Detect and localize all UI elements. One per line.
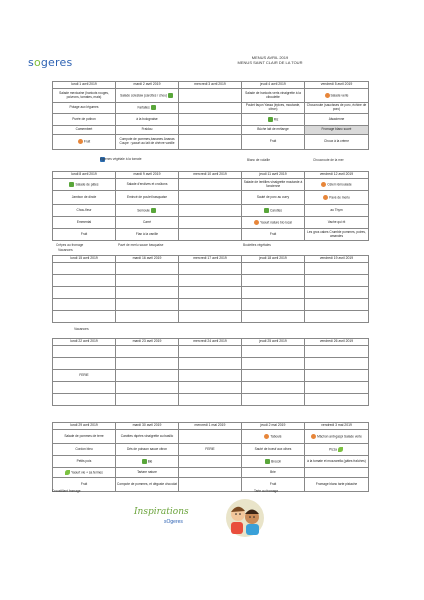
note-text: Choucroute de la mer [313,158,344,162]
menu-cell: Salade de lentilles vinaigrette moutarde à l'ancienne [242,179,305,191]
menu-cell [179,456,242,468]
menu-cell: Fromage blanc tarte pistache [305,478,369,492]
day-header: vendredi 19 avril 2019 [305,256,369,263]
menu-cell: Taboulé [242,430,305,444]
menu-cell [179,205,242,217]
menu-cell [179,468,242,478]
note-text: Blanc de volaille [247,158,271,162]
day-header: lundi 22 avril 2019 [53,339,116,346]
sogeres-logo: sogeres [28,56,73,69]
menu-cell: au Thym [305,205,369,217]
day-header: vendredi 12 avril 2019 [305,172,369,179]
leaf-icon [338,447,343,452]
menu-cell: Blé [116,456,179,468]
day-header: jeudi 4 avril 2019 [242,82,305,89]
menu-cell: Fromage blanc sucré [305,126,369,135]
fruit-icon [254,220,259,225]
menu-cell: Sauté de porc au curry [242,191,305,205]
menu-cell: Pavé de merlu [305,191,369,205]
label-icon [142,459,147,464]
menu-cell: Sauté de boeuf aux olives [242,444,305,456]
note-text: Tarte au fromage [254,489,279,493]
menu-cell: Carottes râpées vinaigrette au basilic [116,430,179,444]
menu-cell: Fruit [242,478,305,492]
day-header: jeudi 2 mai 2019 [242,423,305,430]
menu-cell: Chou-fleur [53,205,116,217]
day-header: mardi 23 avril 2019 [116,339,179,346]
day-header: mardi 30 avril 2019 [116,423,179,430]
menu-cell: Fruit [53,229,116,241]
label-icon [265,459,270,464]
menu-cell [179,103,242,114]
menu-cell: Brie [242,468,305,478]
menu-cell [179,217,242,229]
day-header: lundi 8 avril 2019 [53,172,116,179]
menu-cell [179,89,242,103]
fruit-icon [325,93,330,98]
menu-cell: Purée de potiron [53,114,116,126]
note-text: Egrenes végétale à la tomate [100,157,142,161]
menu-cell: Tartare nature [116,468,179,478]
menu-cell: Choux à la crème [305,135,369,150]
header-subtitle: MENUS SAINT CLAIR DE LA TOUR [237,60,303,65]
menu-cell: Fruit [53,135,116,150]
vacances-label: Vacances [58,248,73,252]
fruit-icon [78,139,83,144]
menu-cell: FERIE [179,444,242,456]
note-text: Croustillant fromage [52,489,81,493]
day-header: vendredi 3 mai 2019 [305,423,369,430]
menu-cell: Mâchon anti-gaspi Salade verte [305,430,369,444]
label-icon [264,208,269,213]
menu-cell: Farfalles [116,103,179,114]
menu-cell: Salade de pommes de terre [53,430,116,444]
label-icon [151,105,156,110]
week4-table [52,338,369,406]
menu-cell: Fruit [242,135,305,150]
week1-table [52,81,369,150]
menu-cell: Flan à la vanille [116,229,179,241]
inspirations-logo: Inspirations sOgeres [134,507,189,525]
menu-cell [179,126,242,135]
menu-cell: Riz [242,114,305,126]
menu-cell: Yaourt vie + sa fermes [53,468,116,478]
menu-cell: Salade de pâtes [53,179,116,191]
day-header: mardi 2 avril 2019 [116,82,179,89]
menu-cell: à la bolognaise [116,114,179,126]
menu-cell: Choucroute (saucisses de porc, échine de porc) [305,103,369,114]
menu-cell: Vache qui rit [305,217,369,229]
fruit-icon [321,182,326,187]
day-header: vendredi 26 avril 2019 [305,339,369,346]
menu-cell [179,229,242,241]
day-header: mardi 9 avril 2019 [116,172,179,179]
menu-cell: Brocoli [242,456,305,468]
menu-cell: Salade mexicaine (haricots rouges, poivrons, tomates, mais) [53,89,116,103]
menu-cell: Cordon bleu [53,444,116,456]
note-text: Pavé de merlu sauce basquaise [118,243,164,247]
menu-cell: à la tomate et mozzarella (pâtes fraîches) [305,456,369,468]
menu-cell: Poulet façon Yassa (épices, moutarde, citron) [242,103,305,114]
menu-cell: Emmental [53,217,116,229]
day-header: mercredi 1 mai 2019 [179,423,242,430]
header-title: MENUS AVRIL 2019 [251,55,289,60]
day-header: lundi 1 avril 2019 [53,82,116,89]
week5-table [52,422,369,492]
vacances-label: Vacances [74,327,89,331]
leaf-icon [65,470,70,475]
menu-cell: Fraidou [116,126,179,135]
menu-cell: Compote de pommes,bananes Ananas Coupe : yaourt au lait de chèvre vanille [116,135,179,150]
children-illustration [222,497,268,539]
menu-cell: Salade d'endives et croûtons [116,179,179,191]
menu-cell: Bûche lait de mélange [242,126,305,135]
menu-cell: Alsacienne [305,114,369,126]
menu-cell [179,430,242,444]
menu-cell: Compote de pommes, et déguste chocolat [116,478,179,492]
menu-cell: Semoule [116,205,179,217]
day-header: mercredi 3 avril 2019 [179,82,242,89]
menu-cell: Carottes [242,205,305,217]
menu-cell: Carré [116,217,179,229]
week3-table [52,255,369,323]
fruit-icon [323,195,328,200]
note-text: Crêpes au fromage [56,243,84,247]
day-header: vendredi 5 avril 2019 [305,82,369,89]
menu-cell: Emincé de poulet basquaise [116,191,179,205]
day-header: jeudi 25 avril 2019 [242,339,305,346]
day-header: mardi 16 avril 2019 [116,256,179,263]
day-header: lundi 15 avril 2019 [53,256,116,263]
day-header: mercredi 10 avril 2019 [179,172,242,179]
page-header [210,55,330,65]
menu-cell: Les gros cakes Crumble pommes, poires, amandes [305,229,369,241]
menu-cell: Dés de poisson sauce citron [116,444,179,456]
fruit-icon [264,434,269,439]
menu-cell: Petits pois [53,456,116,468]
menu-cell: Fruit [242,229,305,241]
menu-cell: Céleri rémoulade [305,179,369,191]
menu-cell [179,135,242,150]
day-header: jeudi 18 avril 2019 [242,256,305,263]
ferie-label: FERIE [53,370,116,382]
menu-cell: Salade verte [305,89,369,103]
label-icon [268,117,273,122]
menu-cell: Salade de haricots verts vinaigrette à la ciboulette [242,89,305,103]
menu-cell [179,114,242,126]
menu-cell: Jambon de dinde [53,191,116,205]
label-icon [69,182,74,187]
menu-cell: Potage aux légumes [53,103,116,114]
menu-cell: Yaourt nature bio local [242,217,305,229]
fruit-icon [311,434,316,439]
menu-cell [179,478,242,492]
day-header: mercredi 24 avril 2019 [179,339,242,346]
menu-cell [305,468,369,478]
day-header: mercredi 17 avril 2019 [179,256,242,263]
day-header: jeudi 11 avril 2019 [242,172,305,179]
menu-cell: Pizza [305,444,369,456]
menu-cell: Salade coleslaw (carottes / chou) [116,89,179,103]
label-icon [168,93,173,98]
day-header: lundi 29 avril 2019 [53,423,116,430]
menu-cell: Camembert [53,126,116,135]
note-text: Boulettes végétales [243,243,271,247]
week2-table [52,171,369,241]
menu-cell [179,191,242,205]
menu-cell: Fruit [53,478,116,492]
menu-cell [179,179,242,191]
label-icon [151,208,156,213]
